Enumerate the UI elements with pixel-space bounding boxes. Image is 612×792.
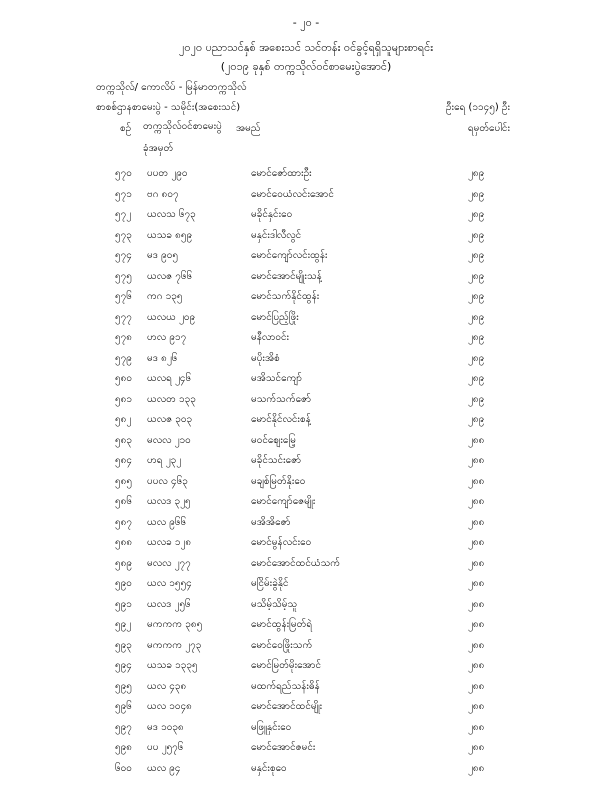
table-row (0, 244, 612, 265)
table-row (0, 347, 612, 368)
total-score: ၂၈၈ (468, 537, 485, 548)
table-row (0, 572, 612, 593)
table-row (0, 757, 612, 778)
student-name: မောင်အောင်မျိုးသန့် (251, 270, 322, 282)
row-number: ၅၈၇ (115, 516, 132, 528)
student-name: မအိအိဇော် (251, 516, 291, 528)
total-score: ၂၈၈ (468, 578, 485, 589)
student-name: မပိုးအိစံ (251, 352, 280, 364)
roll-number: ယလ ၁၀၄၈ (147, 701, 192, 712)
roll-number: မလလ ၂၁၀ (147, 434, 191, 446)
student-name: မဝင်ဈေးမြေ့ (251, 434, 296, 446)
roll-number: ယလတ ၁၃၃ (147, 393, 196, 405)
table-row (0, 285, 612, 306)
total-score: ၂၈၉ (468, 393, 485, 405)
row-number: ၅၈၃ (115, 434, 132, 446)
student-name: မောင်အောင်ထင်ယံသက် (251, 557, 341, 569)
roll-number: ယလယ ၂၀၉ (147, 311, 196, 323)
table-row (0, 224, 612, 245)
table-row (0, 695, 612, 716)
row-number: ၅၈၅ (115, 475, 132, 487)
roll-number: မဒ ၉၀၅ (147, 250, 178, 261)
row-number: ၅၉၇ (115, 721, 132, 733)
roll-number: မကကက ၃၈၅ (147, 619, 203, 630)
count-line: ဦးရေ (၁၁၄၅) ဦး (445, 102, 510, 113)
table-row (0, 265, 612, 286)
student-name: မောင်မွန်လင်းဝေ (251, 537, 312, 548)
student-name: မောင်အောင်ထင်မျိုး (251, 701, 323, 712)
roll-number: ဟရ ၂၃၂ (147, 455, 182, 466)
row-number: ၅၈၄ (115, 455, 132, 466)
total-score: ၂၈၈ (468, 721, 485, 733)
total-score: ၂၈၈ (468, 455, 485, 466)
student-name: မသက်သက်ဇော် (251, 393, 312, 405)
table-row (0, 654, 612, 675)
roll-number: ဟလ ၉၁၇ (147, 332, 187, 343)
table-row (0, 367, 612, 388)
student-name: မောင်နိုင်လင်းစန့် (251, 414, 311, 425)
roll-number: ဗဂ ၈၀၇ (147, 188, 179, 200)
row-number: ၅၈၀ (115, 373, 132, 384)
row-number: ၅၇၂ (115, 209, 132, 220)
row-number: ၅၉၈ (115, 742, 132, 753)
total-score: ၂၈၈ (468, 639, 485, 651)
document-title: ၂၀၂၀ ပညာသင်နှစ် အစေးသင် သင်တန်း ဝင်ခွင့်ရရှိသူများစာရင်း (178, 41, 434, 54)
total-score: ၂၈၉ (468, 311, 485, 323)
row-number: ၅၇၇ (115, 311, 132, 323)
row-number: ၅၉၅ (115, 680, 132, 692)
total-score: ၂၈၉ (468, 414, 485, 425)
total-score: ၂၈၈ (468, 742, 485, 753)
total-score: ၂၈၉ (468, 352, 485, 364)
roll-number: ယလဇ ၇၆၆ (147, 270, 193, 282)
student-name: မချစ်မြတ်နိုးဝေ (251, 475, 306, 487)
roll-number: ယလဒ ၂၅၆ (147, 598, 191, 610)
table-row (0, 716, 612, 737)
table-row (0, 490, 612, 511)
table-row (0, 634, 612, 655)
total-score: ၂၈၈ (468, 434, 485, 446)
roll-number: မဒ ၈၂၆ (147, 352, 178, 364)
table-row (0, 183, 612, 204)
row-number: ၅၇၀ (115, 168, 132, 179)
roll-number: ယလဇ ၃၀၃ (147, 414, 193, 425)
column-header-roll-line-1: တက္ကသိုလ်ဝင်စာမေးပွဲ (143, 121, 222, 132)
row-number: ၅၈၂ (115, 414, 132, 425)
student-name: မခိုင်သင်းဇော် (251, 455, 302, 466)
student-name: မောင်ကျော်လင်းထွန်း (251, 250, 328, 261)
row-number: ၅၈၁ (115, 393, 132, 405)
total-score: ၂၈၉ (468, 373, 485, 384)
row-number: ၅၈၆ (115, 496, 132, 507)
total-score: ၂၈၉ (468, 250, 485, 261)
student-name: မနှင်းစုဝေ (251, 762, 287, 774)
row-number: ၅၉၂ (115, 619, 132, 630)
exam-center-line: စာစစ်ဌာနစာမေးပွဲ - သမိုင်း(အစေးသင်) (96, 102, 241, 113)
roll-number: ယသခ ၈၅၉ (147, 229, 193, 241)
total-score: ၂၈၈ (468, 701, 485, 712)
roll-number: ယလ ၉၆၆ (147, 516, 187, 528)
total-score: ၂၈၉ (468, 168, 485, 179)
roll-number: မလလ ၂၇၇ (147, 557, 191, 569)
roll-number: ပပတ ၂၉၀ (147, 168, 188, 179)
student-name: မောင်ကျော်ဇေမျိုး (251, 496, 316, 507)
table-row (0, 675, 612, 696)
total-score: ၂၈၉ (468, 270, 485, 282)
roll-number: မဒ ၁၀၃၈ (147, 721, 184, 733)
table-row (0, 593, 612, 614)
results-table (0, 162, 612, 777)
student-name: မောင်ထွန်းမြတ်ရဲ (251, 619, 313, 630)
roll-number: ယလဒ ၃၂၅ (147, 496, 191, 507)
document-subtitle: (၂၀၁၉ ခုနှစ် တက္ကသိုလ်ဝင်စာမေးပွဲအောင်) (220, 60, 392, 73)
total-score: ၂၈၉ (468, 209, 485, 220)
row-number: ၅၇၉ (115, 352, 132, 364)
table-row (0, 162, 612, 183)
page-number: - ၂၀ - (292, 16, 320, 29)
total-score: ၂၈၈ (468, 619, 485, 630)
student-name: မအိသင်ကျော် (251, 373, 303, 384)
table-row (0, 736, 612, 757)
total-score: ၂၈၈ (468, 475, 485, 487)
student-name: မဖြူနှင်းဝေ (251, 721, 292, 733)
row-number: ၅၇၄ (115, 250, 132, 261)
student-name: မထက်ရည်သန်းဓိန် (251, 680, 320, 692)
student-name: မငြိမ်းခွဲနိုင် (251, 578, 289, 589)
roll-number: ပပလ ၄၆၃ (147, 475, 188, 487)
table-row (0, 511, 612, 532)
student-name: မောင်မြတ်မိုးအောင် (251, 660, 322, 671)
total-score: ၂၈၈ (468, 660, 485, 671)
table-row (0, 552, 612, 573)
roll-number: ယလသ ၆၇၃ (147, 209, 196, 220)
total-score: ၂၈၉ (468, 332, 485, 343)
table-row (0, 531, 612, 552)
column-header-score: ရမှတ်ပေါင်း (467, 123, 510, 134)
student-name: မောင်ဝေယံလင်းအောင် (251, 188, 334, 200)
total-score: ၂၈၈ (468, 762, 485, 774)
student-name: မောင်အောင်ဇမင်း (251, 742, 316, 753)
table-row (0, 203, 612, 224)
student-name: မောင်ဇော်ထားဦး (251, 168, 312, 179)
row-number: ၅၉၄ (115, 660, 132, 671)
roll-number: ယလ ၄၃၈ (147, 680, 187, 692)
total-score: ၂၈၈ (468, 598, 485, 610)
row-number: ၅၉၆ (115, 701, 132, 712)
student-name: မောင်သက်နိုင်ထွန်း (251, 291, 320, 302)
row-number: ၅၇၈ (115, 332, 132, 343)
total-score: ၂၈၈ (468, 557, 485, 569)
row-number: ၅၇၆ (115, 291, 132, 302)
student-name: မခိုင်နှင်းဝေ (251, 209, 293, 220)
student-name: မနီလာဝင်း (251, 332, 290, 343)
roll-number: ယသခ ၁၃၃၅ (147, 660, 198, 671)
row-number: ၆၀၀ (115, 762, 132, 774)
column-header-no: စဉ် (120, 123, 132, 134)
student-name: မောင်ဝေဖြိုးသက် (251, 639, 313, 651)
student-name: မသိမ့်သိမ့်သူ (251, 598, 298, 610)
row-number: ၅၇၅ (115, 270, 132, 282)
table-row (0, 388, 612, 409)
table-row (0, 449, 612, 470)
row-number: ၅၉၃ (115, 639, 132, 651)
column-header-roll (143, 116, 222, 160)
roll-number: ပပ ၂၅၇၆ (147, 742, 184, 753)
row-number: ၅၈၉ (115, 557, 132, 569)
roll-number: ယလခ ၁၂၈ (147, 537, 192, 548)
roll-number: ယလ ၁၅၅၄ (147, 578, 192, 589)
total-score: ၂၈၈ (468, 496, 485, 507)
student-name: မောင်ပြည့်ဖြိုး (251, 311, 299, 323)
roll-number: ယလ ၉၄ (147, 762, 181, 774)
table-row (0, 470, 612, 491)
university-line: တက္ကသိုလ်/ ကောလိပ် - မြန်မာတက္ကသိုလ် (96, 82, 247, 93)
row-number: ၅၈၈ (115, 537, 133, 548)
table-row (0, 613, 612, 634)
total-score: ၂၈၈ (468, 680, 485, 692)
column-header-name: အမည် (236, 123, 261, 134)
row-number: ၅၉၀ (115, 578, 132, 589)
table-row (0, 429, 612, 450)
table-row (0, 408, 612, 429)
roll-number: ယလရ ၂၄၆ (147, 373, 192, 384)
roll-number: ကဂ ၁၃၅ (147, 291, 183, 302)
column-header-roll-line-2: ခုံအမှတ် (143, 143, 174, 154)
row-number: ၅၇၁ (115, 188, 132, 200)
total-score: ၂၈၉ (468, 229, 485, 241)
total-score: ၂၈၈ (468, 516, 485, 528)
student-name: မနှင်းဒါလီလွင် (251, 229, 302, 241)
roll-number: မကကက ၂၇၃ (147, 639, 202, 651)
table-row (0, 326, 612, 347)
table-row (0, 306, 612, 327)
total-score: ၂၈၉ (468, 291, 485, 302)
total-score: ၂၈၉ (468, 188, 485, 200)
row-number: ၅၉၁ (115, 598, 132, 610)
row-number: ၅၇၃ (115, 229, 132, 241)
